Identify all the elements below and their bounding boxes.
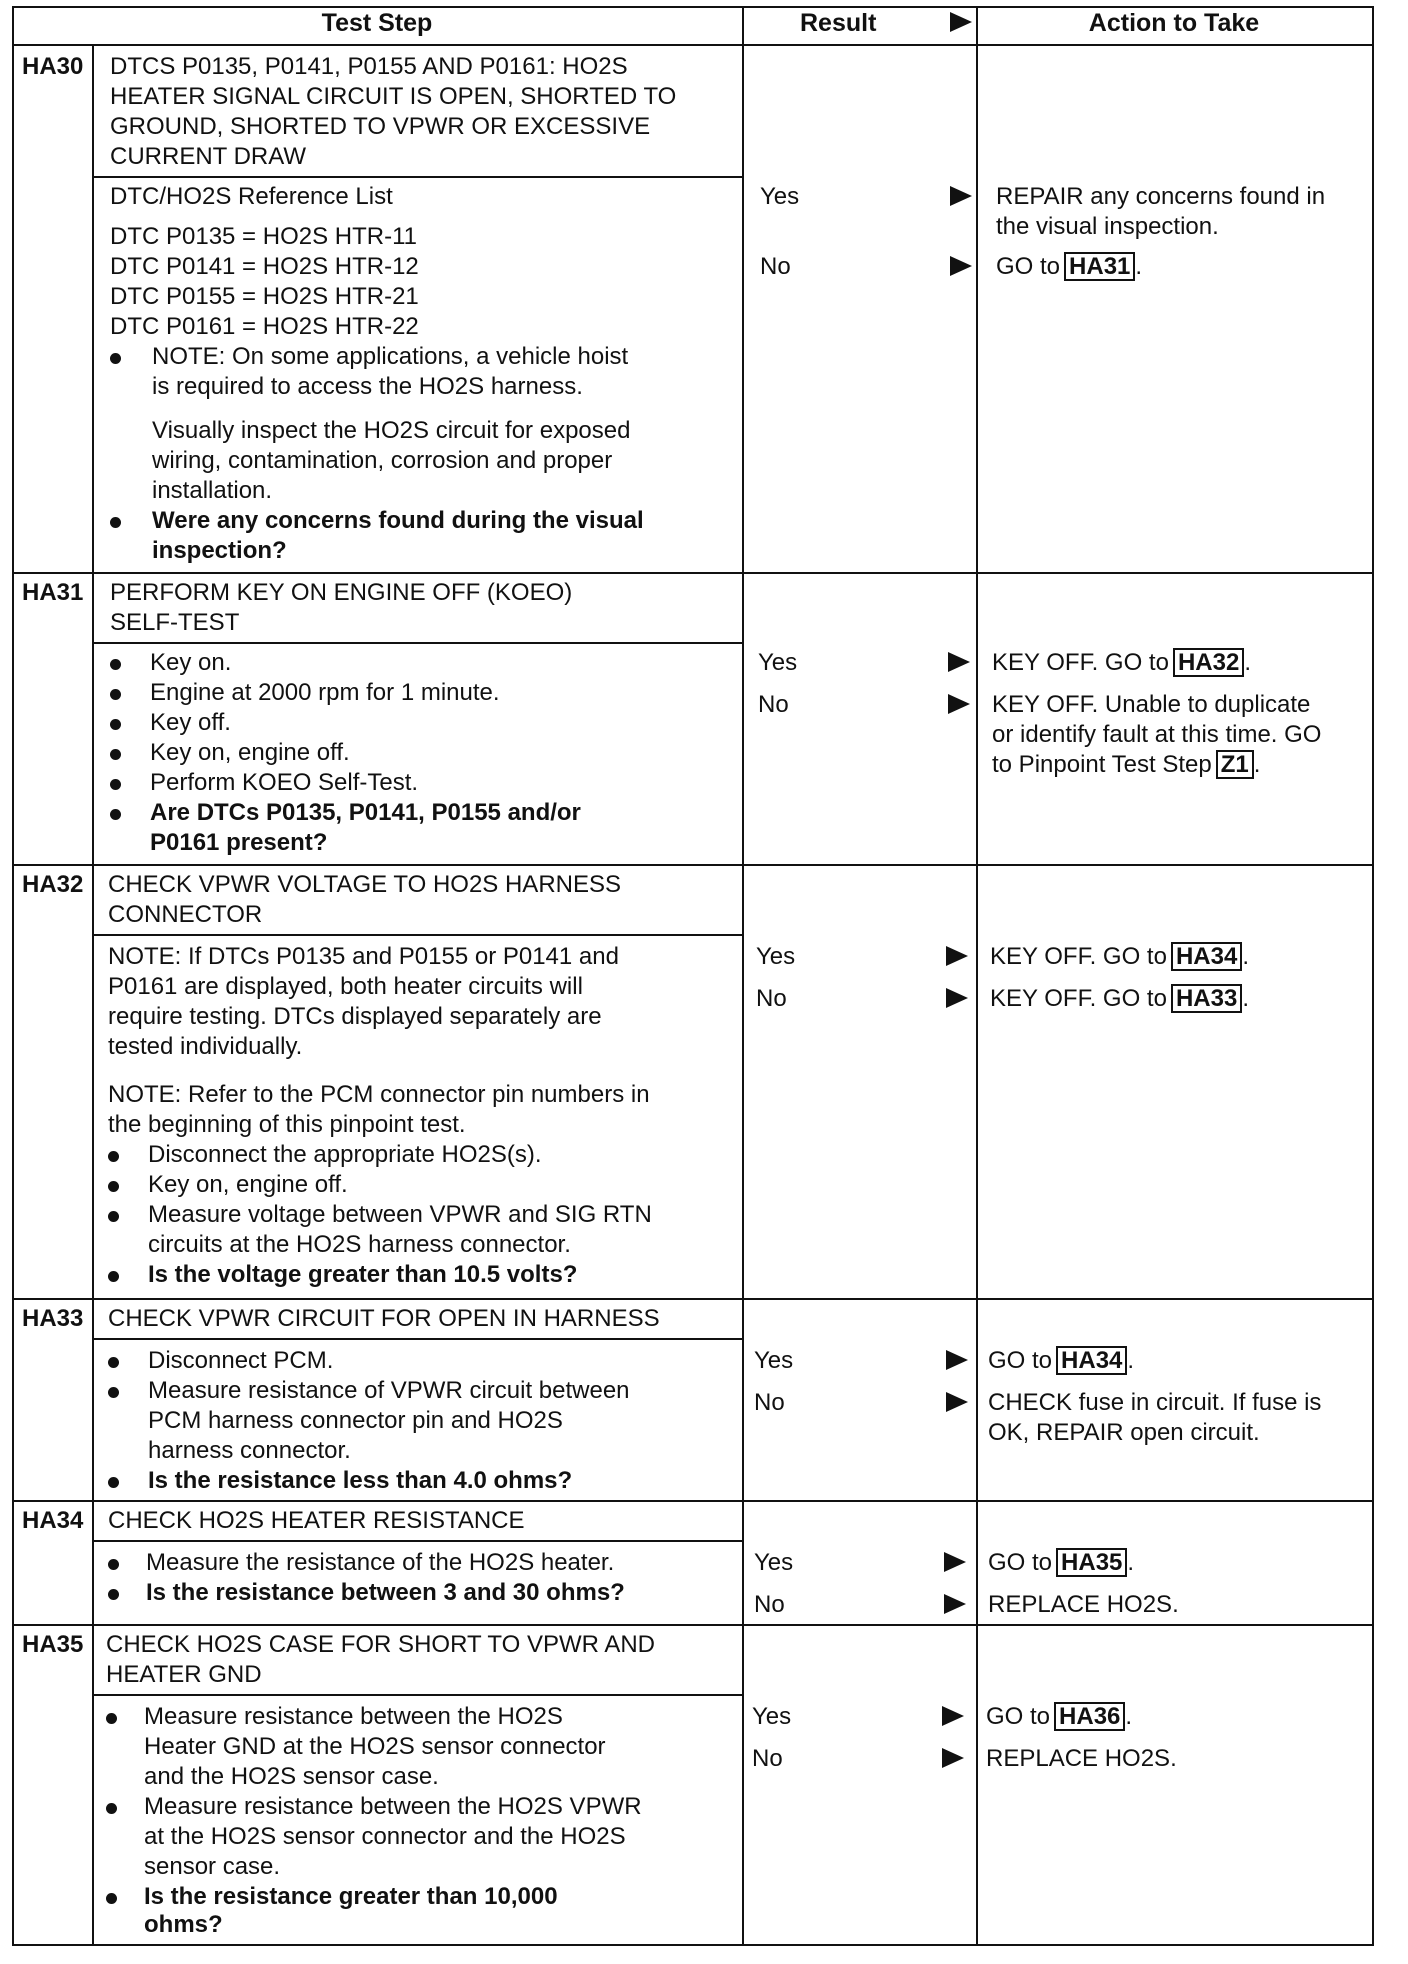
step-note: NOTE: If DTCs P0135 and P0155 or P0141 and [108, 943, 619, 970]
bullet-icon [108, 1181, 119, 1192]
bullet-icon [110, 779, 121, 790]
title-divider [92, 934, 744, 936]
action-goto-suffix: . [1135, 253, 1143, 280]
action-goto [988, 1346, 1134, 1376]
reference-list-item: DTC P0161 = HO2S HTR-22 [110, 313, 419, 340]
bullet-icon [108, 1589, 119, 1600]
step-id-column-divider [92, 44, 94, 1944]
result-column-divider [742, 6, 744, 1946]
step-instruction: Key on, engine off. [150, 739, 350, 766]
header-test-step: Test Step [321, 9, 433, 37]
step-question: Is the resistance greater than 10,000 [144, 1883, 558, 1910]
step-question: Is the voltage greater than 10.5 volts? [148, 1261, 578, 1288]
bullet-icon [108, 1211, 119, 1222]
step-question: Is the resistance between 3 and 30 ohms? [146, 1579, 625, 1606]
action-goto-suffix: . [1127, 1549, 1135, 1576]
bullet-icon [106, 1893, 117, 1904]
action-goto-suffix: . [1244, 649, 1251, 676]
action-text: KEY OFF. Unable to duplicate [992, 691, 1311, 718]
arrow-icon [946, 988, 968, 1008]
title-divider [92, 642, 744, 644]
step-note: NOTE: Refer to the PCM connector pin numbers in [108, 1081, 650, 1108]
arrow-icon [950, 256, 972, 276]
action-goto [992, 750, 1260, 780]
step-note: P0161 are displayed, both heater circuits will [108, 973, 583, 1000]
step-instruction: sensor case. [144, 1853, 281, 1880]
step-link-ha34[interactable]: HA34 [1056, 1346, 1127, 1375]
title-divider [92, 176, 744, 178]
arrow-icon [950, 186, 972, 206]
title-divider [92, 1694, 744, 1696]
bullet-icon [108, 1477, 119, 1488]
action-goto-suffix: . [1125, 1703, 1133, 1730]
step-title: DTCS P0135, P0141, P0155 AND P0161: HO2S [110, 53, 628, 80]
step-question: Were any concerns found during the visual [152, 507, 644, 534]
arrow-icon [942, 1748, 964, 1768]
action-goto [990, 984, 1249, 1014]
step-link-ha32[interactable]: HA32 [1173, 648, 1244, 677]
step-title: HEATER SIGNAL CIRCUIT IS OPEN, SHORTED TO [110, 83, 677, 110]
action-text: REPAIR any concerns found in [996, 183, 1326, 210]
bullet-icon [108, 1271, 119, 1282]
action-text: REPLACE HO2S. [988, 1591, 1179, 1618]
reference-list-item: DTC P0141 = HO2S HTR-12 [110, 253, 419, 280]
result-no: No [754, 1389, 785, 1416]
step-id: HA33 [22, 1305, 84, 1332]
step-link-ha34[interactable]: HA34 [1171, 942, 1242, 971]
action-goto-prefix: GO to [986, 1703, 1051, 1730]
step-divider [12, 572, 1374, 574]
action-goto-prefix: KEY OFF. GO to [990, 985, 1167, 1012]
step-title: SELF-TEST [110, 609, 240, 636]
step-id: HA32 [22, 871, 84, 898]
bullet-icon [110, 689, 121, 700]
result-no: No [760, 253, 791, 280]
table-right-border [1372, 6, 1374, 1946]
step-instruction: harness connector. [148, 1437, 351, 1464]
step-title: CURRENT DRAW [110, 143, 306, 170]
step-instruction: Perform KOEO Self-Test. [150, 769, 419, 796]
reference-list-item: DTC P0135 = HO2S HTR-11 [110, 223, 417, 250]
step-link-ha36[interactable]: HA36 [1054, 1702, 1125, 1731]
step-question: ohms? [144, 1911, 223, 1938]
table-bottom-border [12, 1944, 1374, 1946]
action-goto [990, 942, 1249, 972]
step-title: CONNECTOR [108, 901, 263, 928]
result-yes: Yes [754, 1549, 794, 1576]
action-goto [992, 648, 1251, 678]
step-title: HEATER GND [106, 1661, 262, 1688]
action-goto-suffix: . [1127, 1347, 1135, 1374]
result-no: No [756, 985, 787, 1012]
step-title: CHECK HO2S CASE FOR SHORT TO VPWR AND [106, 1631, 655, 1658]
action-goto-prefix: KEY OFF. GO to [990, 943, 1167, 970]
action-goto [996, 252, 1142, 282]
arrow-icon [948, 652, 970, 672]
arrow-icon [944, 1594, 966, 1614]
action-goto-suffix: . [1242, 985, 1249, 1012]
step-instruction: circuits at the HO2S harness connector. [148, 1231, 571, 1258]
step-divider [12, 1298, 1374, 1300]
result-yes: Yes [756, 943, 796, 970]
step-instruction: and the HO2S sensor case. [144, 1763, 439, 1790]
step-instruction: Disconnect PCM. [148, 1347, 334, 1374]
bullet-icon [106, 1713, 117, 1724]
step-link-ha31[interactable]: HA31 [1064, 252, 1135, 281]
action-text: REPLACE HO2S. [986, 1745, 1177, 1772]
step-note: NOTE: On some applications, a vehicle hoist [152, 343, 629, 370]
result-no: No [754, 1591, 785, 1618]
bullet-icon [108, 1387, 119, 1398]
step-instruction: installation. [152, 477, 273, 504]
action-goto-suffix: . [1253, 751, 1261, 778]
step-instruction: wiring, contamination, corrosion and proper [152, 447, 613, 474]
step-instruction: Measure resistance of VPWR circuit between [148, 1377, 630, 1404]
step-id: HA31 [22, 579, 84, 606]
result-no: No [752, 1745, 783, 1772]
result-yes: Yes [760, 183, 800, 210]
result-yes: Yes [754, 1347, 794, 1374]
step-title: CHECK VPWR CIRCUIT FOR OPEN IN HARNESS [108, 1305, 660, 1332]
arrow-icon [946, 1350, 968, 1370]
arrow-icon [946, 946, 968, 966]
step-instruction: at the HO2S sensor connector and the HO2S [144, 1823, 626, 1850]
title-divider [92, 1540, 744, 1542]
action-text: the visual inspection. [996, 213, 1219, 240]
header-action: Action to Take [1088, 9, 1260, 37]
step-question: Is the resistance less than 4.0 ohms? [148, 1467, 573, 1494]
action-goto [988, 1548, 1134, 1578]
header-divider [12, 44, 1374, 46]
step-title: CHECK VPWR VOLTAGE TO HO2S HARNESS [108, 871, 621, 898]
step-link-ha33[interactable]: HA33 [1171, 984, 1242, 1013]
reference-list-title: DTC/HO2S Reference List [110, 183, 393, 210]
step-divider [12, 1500, 1374, 1502]
step-instruction: Heater GND at the HO2S sensor connector [144, 1733, 606, 1760]
table-left-border [12, 6, 14, 1946]
bullet-icon [110, 719, 121, 730]
bullet-icon [106, 1803, 117, 1814]
step-divider [12, 864, 1374, 866]
step-instruction: Measure the resistance of the HO2S heater. [146, 1549, 615, 1576]
arrow-icon [942, 1706, 964, 1726]
step-question: P0161 present? [150, 829, 328, 856]
step-note: is required to access the HO2S harness. [152, 373, 583, 400]
action-goto-suffix: . [1242, 943, 1249, 970]
bullet-icon [108, 1559, 119, 1570]
result-yes: Yes [752, 1703, 792, 1730]
arrow-icon [946, 1392, 968, 1412]
bullet-icon [110, 809, 121, 820]
action-text: or identify fault at this time. GO [992, 721, 1322, 748]
step-divider [12, 1624, 1374, 1626]
step-instruction: Measure resistance between the HO2S [144, 1703, 563, 1730]
step-link-z1[interactable]: Z1 [1216, 750, 1254, 779]
action-text: OK, REPAIR open circuit. [988, 1419, 1260, 1446]
step-id: HA30 [22, 53, 84, 80]
bullet-icon [110, 659, 121, 670]
step-instruction: PCM harness connector pin and HO2S [148, 1407, 563, 1434]
step-instruction: Disconnect the appropriate HO2S(s). [148, 1141, 542, 1168]
step-note: the beginning of this pinpoint test. [108, 1111, 466, 1138]
step-link-ha35[interactable]: HA35 [1056, 1548, 1127, 1577]
bullet-icon [108, 1151, 119, 1162]
step-title: CHECK HO2S HEATER RESISTANCE [108, 1507, 525, 1534]
step-title: GROUND, SHORTED TO VPWR OR EXCESSIVE [110, 113, 651, 140]
action-goto-prefix: to Pinpoint Test Step [992, 751, 1212, 778]
step-instruction: Visually inspect the HO2S circuit for exposed [152, 417, 631, 444]
step-note: require testing. DTCs displayed separately are [108, 1003, 602, 1030]
action-goto-prefix: GO to [988, 1549, 1053, 1576]
step-title: PERFORM KEY ON ENGINE OFF (KOEO) [110, 579, 573, 606]
step-id: HA34 [22, 1507, 84, 1534]
step-question: inspection? [152, 537, 287, 564]
action-text: CHECK fuse in circuit. If fuse is [988, 1389, 1322, 1416]
step-note: tested individually. [108, 1033, 303, 1060]
step-instruction: Engine at 2000 rpm for 1 minute. [150, 679, 500, 706]
action-goto-prefix: GO to [996, 253, 1061, 280]
action-goto-prefix: KEY OFF. GO to [992, 649, 1169, 676]
action-goto-prefix: GO to [988, 1347, 1053, 1374]
arrow-icon [948, 694, 970, 714]
bullet-icon [110, 353, 121, 364]
step-instruction: Measure resistance between the HO2S VPWR [144, 1793, 642, 1820]
bullet-icon [110, 749, 121, 760]
reference-list-item: DTC P0155 = HO2S HTR-21 [110, 283, 419, 310]
header-result: Result [800, 9, 877, 37]
result-no: No [758, 691, 789, 718]
step-id: HA35 [22, 1631, 84, 1658]
arrow-icon [944, 1552, 966, 1572]
step-question: Are DTCs P0135, P0141, P0155 and/or [150, 799, 581, 826]
step-instruction: Key on. [150, 649, 232, 676]
step-instruction: Measure voltage between VPWR and SIG RTN [148, 1201, 652, 1228]
bullet-icon [110, 517, 121, 528]
step-instruction: Key on, engine off. [148, 1171, 348, 1198]
action-column-divider [976, 6, 978, 1946]
header-arrow-icon [950, 12, 972, 32]
action-goto [986, 1702, 1132, 1732]
title-divider [92, 1338, 744, 1340]
bullet-icon [108, 1357, 119, 1368]
result-yes: Yes [758, 649, 798, 676]
step-instruction: Key off. [150, 709, 231, 736]
